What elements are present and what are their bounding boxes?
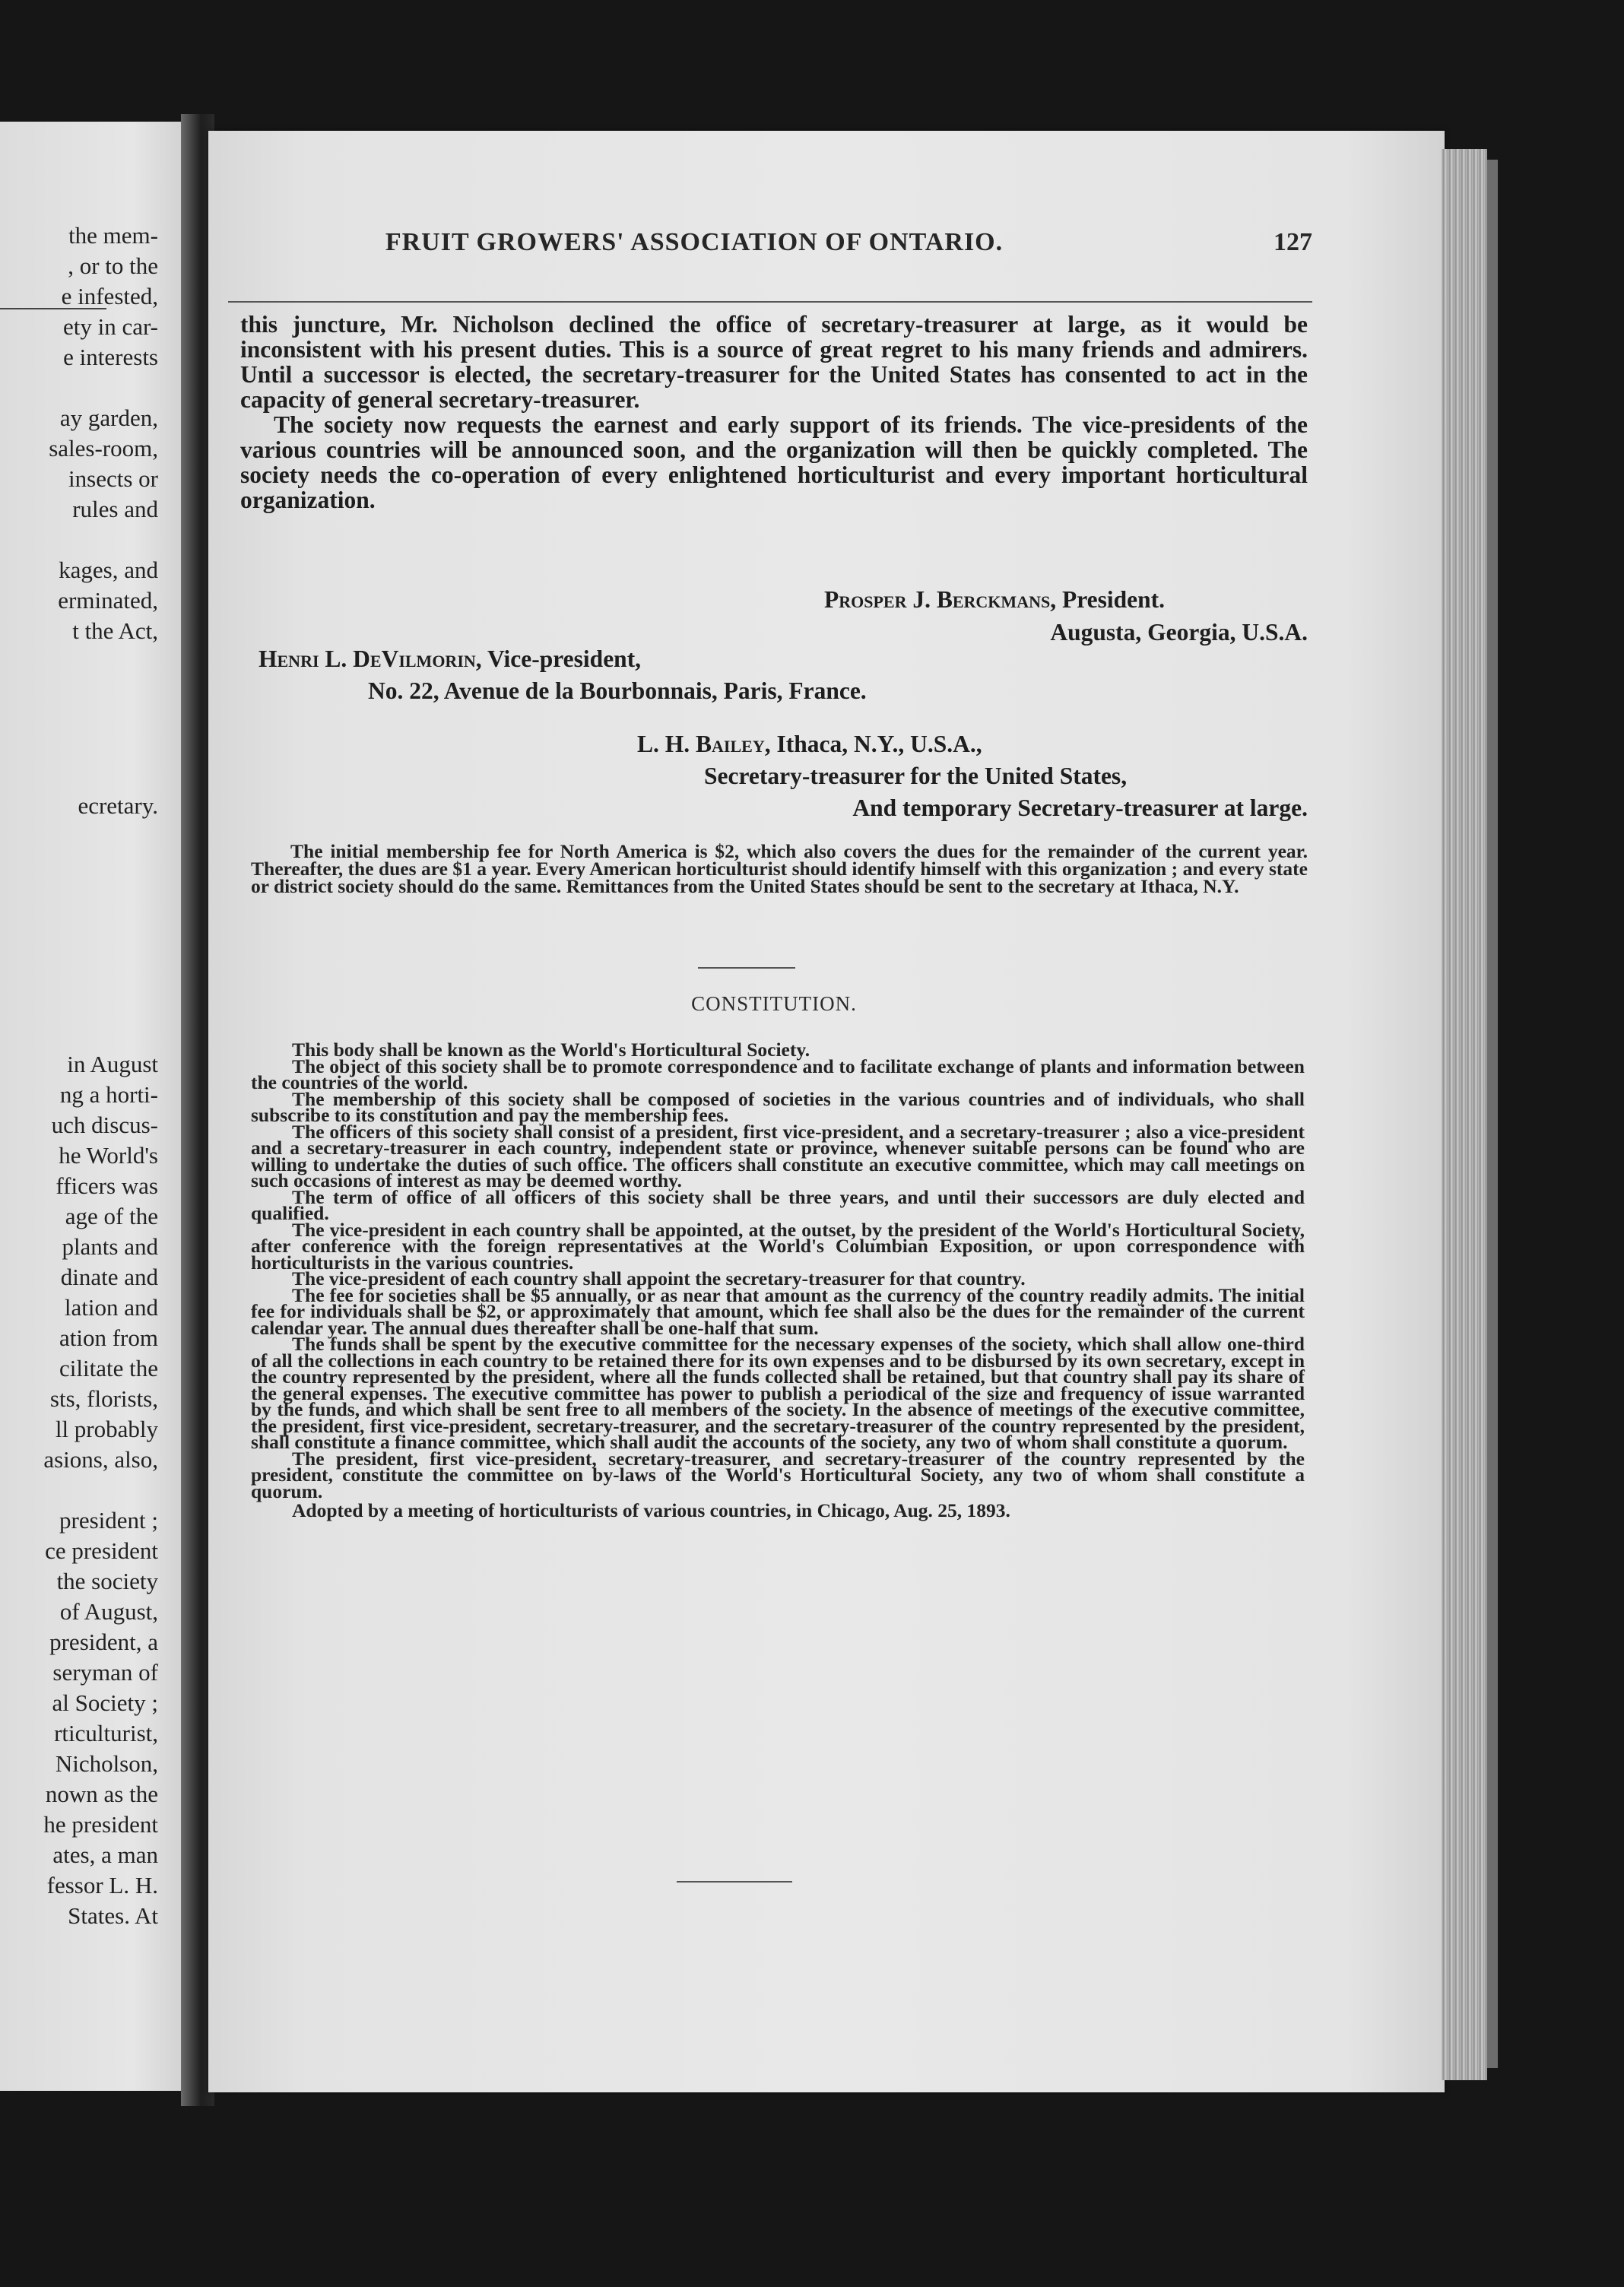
facing-page-line: States. At [68,1902,158,1929]
facing-page-line: ety in car- [62,313,158,340]
facing-page-line: age of the [65,1203,158,1229]
page-edges [1442,149,1487,2080]
facing-page-line: nown as the [45,1781,158,1807]
constitution-paragraph: The vice-president of each country shall appoint the secretary-treasurer for that country. [292,1267,1026,1289]
header-rule [228,301,1312,303]
facing-page-line: lation and [64,1294,158,1321]
page-edges-shadow [1487,160,1498,2068]
facing-page-line: erminated, [58,587,158,614]
facing-page-line: ng a horti- [59,1081,158,1108]
facing-page-line: he World's [59,1142,158,1169]
vice-president-name: Henri L. DeVilmorin, [259,645,482,672]
facing-page-line: , or to the [68,252,158,279]
facing-page-line: president, a [49,1629,158,1655]
constitution-paragraph: The term of office of all officers of this society shall be three years, and until their successors are duly elected and qualified. [251,1185,1305,1224]
secretary-place: Ithaca, N.Y., U.S.A., [776,731,982,757]
facing-page-line: rticulturist, [54,1720,158,1746]
facing-page-line: president ; [59,1507,158,1534]
constitution-paragraph: The president, first vice-president, secretary-treasurer, and secretary-treasurer of the country represented by the president, constitute the committee on by-laws of the World's Horticultural Society, any two of whom shall constitute a quorum. [251,1447,1305,1502]
president-address: Augusta, Georgia, U.S.A. [1050,619,1308,645]
facing-page-line: uch discus- [51,1112,158,1138]
constitution-text [251,1039,1305,1521]
facing-page-line: Nicholson, [55,1750,158,1777]
facing-page-line: fessor L. H. [46,1872,158,1898]
vice-president-title: Vice-president, [487,645,642,672]
facing-page-line: sales-room, [49,435,158,462]
paragraph-society-requests: The society now requests the earnest and early support of its friends. The vice-presidents of the various countries will be announced soon, and the organization will then be quickly completed. The society needs the co-operation of every enlightened horticulturist and every important horticultural organization. [240,411,1308,513]
facing-page-line: ecretary. [78,792,158,819]
facing-page-line: e interests [63,344,158,370]
facing-page-line: e infested, [61,283,158,309]
facing-page-line: cilitate the [59,1355,158,1381]
facing-page-line: of August, [59,1598,158,1625]
facing-page-line: the mem- [68,222,158,249]
facing-page-line: kages, and [59,557,158,583]
facing-page-line: rules and [72,496,158,522]
membership-notice [251,842,1308,895]
facing-page-line: the society [56,1568,158,1594]
secretary-name: L. H. Bailey, [637,731,771,757]
page-number: 127 [1274,228,1312,256]
facing-page-line: ll probably [55,1416,158,1442]
president-name: Prosper J. Berckmans, [824,586,1057,613]
facing-page-line: insects or [68,465,158,492]
secretary-title-1: Secretary-treasurer for the United States, [704,763,1128,789]
vice-president-address: No. 22, Avenue de la Bourbonnais, Paris, France. [368,677,867,704]
facing-page-line: t the Act, [72,617,158,644]
page-header [228,228,1312,266]
facing-page-line: sts, florists, [49,1385,158,1412]
facing-page-line: ates, a man [52,1841,158,1868]
facing-page-line: ation from [59,1324,158,1351]
constitution-paragraph: The funds shall be spent by the executive committee for the necessary expenses of the society, which shall allow one-third of all the collections in each country to be retained there for its own expenses and to be disbursed by its own secretary, except in the country represented by the president, where all the funds collected shall be retained, but that country shall pay its share of the general expenses. The executive committee has power to publish a periodical of the size and frequency of issue warranted by the funds, and which shall be sent free to all members of the society. In the absence of meetings of the executive committee, the president, first vice-president, secretary-treasurer, and the secretary-treasurer of the country represented by the president, shall constitute a finance committee, which shall audit the accounts of the society, any two of whom shall constitute a quorum. [251,1333,1305,1453]
constitution-paragraph: The fee for societies shall be $5 annually, or as near that amount as the currency of the country readily admits. The initial fee for individuals shall be $2, or approximately that amount, which fee shall also be the dues for the remainder of the current calendar year. The annual dues thereafter shall be one-half that sum. [251,1283,1305,1339]
facing-page-line: dinate and [60,1264,158,1290]
facing-page-line: al Society ; [52,1689,158,1716]
constitution-paragraph: This body shall be known as the World's Horticultural Society. [292,1039,810,1061]
facing-page-line: asions, also, [43,1446,158,1473]
president-signature [824,587,1165,612]
facing-page-line: he president [43,1811,158,1838]
end-rule [677,1881,792,1883]
facing-page-line: in August [67,1051,158,1077]
facing-page-line: plants and [62,1233,158,1260]
facing-page-line: fficers was [56,1172,158,1199]
secretary-title-2: And temporary Secretary-treasurer at large. [852,795,1308,821]
constitution-paragraph: The vice-president in each country shall be appointed, at the outset, by the president of the World's Horticultural Society, after conference with the foreign representatives at the World's Columbian Exposition, or upon correspondence with horticulturists in the various countries. [251,1218,1305,1274]
constitution-paragraph: The membership of this society shall be composed of societies in the various countries and of individuals, who shall subscribe to its constitution and pay the membership fees. [251,1087,1305,1126]
section-divider [698,967,795,969]
constitution-paragraph: Adopted by a meeting of horticulturists of various countries, in Chicago, Aug. 25, 1893. [292,1499,1010,1521]
constitution-paragraph: The object of this society shall be to promote correspondence and to facilitate exchange of plants and information between the countries of the world. [251,1055,1305,1093]
facing-page-line: ce president [45,1537,158,1564]
facing-page-line: seryman of [52,1659,158,1686]
secretary-signature [637,731,982,757]
paragraph-juncture: this juncture, Mr. Nicholson declined the office of secretary-treasurer at large, as it would be inconsistent with his present duties. This is a source of great regret to his many friends and admirers. Until a successor is elected, the secretary-treasurer for the United States has consented to act in the capacity of general secretary-treasurer. [240,311,1308,413]
facing-page-left [0,122,190,2091]
constitution-paragraph: The officers of this society shall consist of a president, first vice-president, and a secretary-treasurer ; also a vice-president and a secretary-treasurer in each country, independent state or province, whenever suitable persons can be found who are willing to undertake the duties of such office. The officers shall constitute an executive committee, which may call meetings on such occasions of interest as may be deemed worthy. [251,1120,1305,1191]
running-head: FRUIT GROWERS' ASSOCIATION OF ONTARIO. [385,228,1004,256]
president-title: President. [1061,586,1165,613]
constitution-title: CONSTITUTION. [691,992,857,1015]
vice-president-signature [259,646,641,671]
body-text [240,312,1308,512]
facing-page-line: ay garden, [59,404,158,431]
membership-notice-text: The initial membership fee for North America is $2, which also covers the dues for the remainder of the current year. Thereafter, the dues are $1 a year. Every American horticulturist should identify himself with this organization ; and every state or district society should do the same. Remittances from the United States should be sent to the secretary at Ithaca, N.Y. [251,840,1308,897]
